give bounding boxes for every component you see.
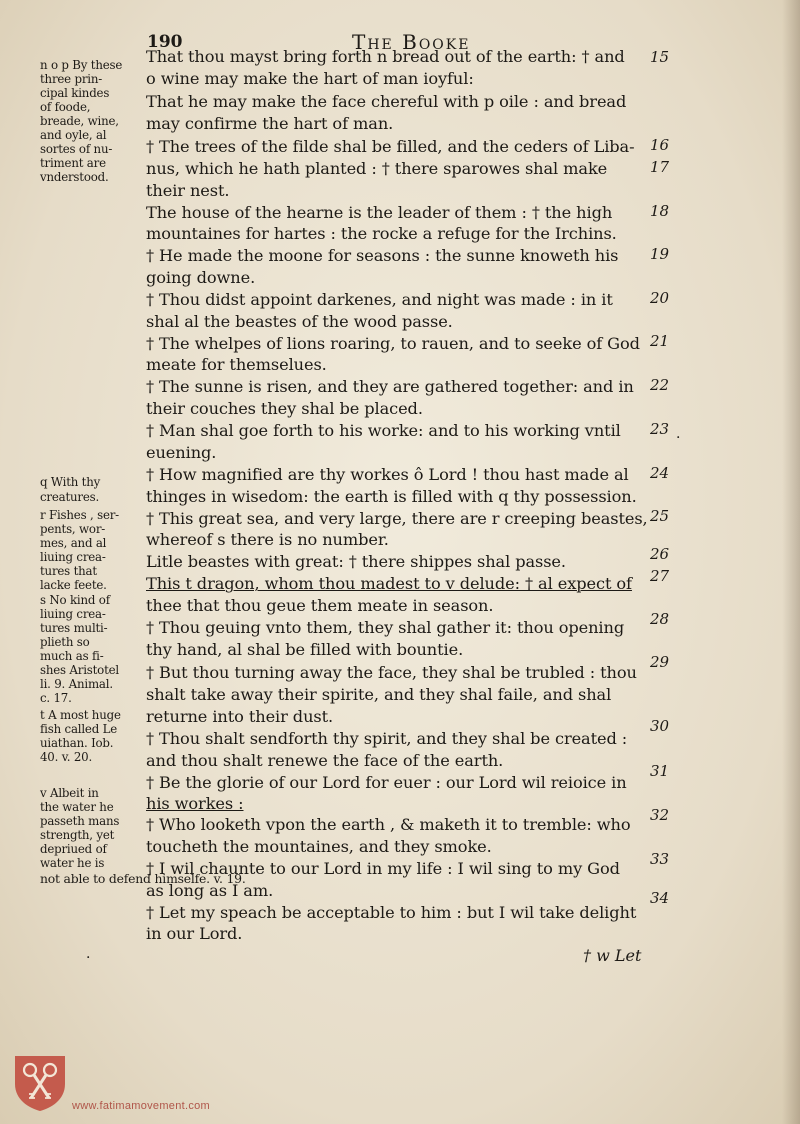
text-line: euening. [146,443,217,462]
margin-note: liuing crea- [40,607,106,621]
margin-note: s No kind of [40,593,110,607]
ink-dot: · [86,950,91,966]
verse-number: 29 [650,653,670,671]
verse-number: 23 [650,420,670,438]
verse-number: 17 [650,158,670,176]
margin-note: creatures. [40,490,100,504]
text-line: nus, which he hath planted : † there sparowes shal make [146,159,608,178]
verse-number: 20 [650,289,670,307]
website-watermark[interactable]: www.fatimamovement.com [72,1100,211,1112]
verse-number: 16 [650,136,670,154]
margin-note: cipal kindes [40,86,110,100]
text-line: † He made the moone for seasons : the sunne knoweth his [146,246,619,265]
verse-number: 19 [650,245,670,263]
text-line: shalt take away their spirite, and they shal faile, and shal [146,685,612,704]
text-line: whereof s there is no number. [146,530,389,549]
margin-note: sortes of nu- [40,142,113,156]
margin-note: 40. v. 20. [40,750,93,764]
margin-note: c. 17. [40,691,72,705]
text-line: in our Lord. [146,924,243,943]
margin-note: n o p By these [40,58,123,72]
verse-number: 25 [650,507,670,525]
text-line: Litle beastes with great: † there shippes shal passe. [146,552,566,571]
text-line: † Thou didst appoint darkenes, and night was made : in it [146,290,613,309]
margin-note: passeth mans [40,814,120,828]
text-line: toucheth the mountaines, and they smoke. [146,837,492,856]
text-line: returne into their dust. [146,707,334,726]
text-line: † I wil chaunte to our Lord in my life : I wil sing to my God [146,859,620,878]
margin-note: li. 9. Animal. [40,677,113,691]
verse-number: 28 [650,610,670,628]
verse-number: 26 [650,545,670,563]
text-line: † Thou geuing vnto them, they shal gather it: thou opening [146,618,625,637]
text-line: † Let my speach be acceptable to him : but I wil take delight [146,903,637,922]
text-line: † How magnified are thy workes ô Lord ! thou hast made al [146,465,629,484]
text-line: may confirme the hart of man. [146,114,394,133]
margin-note: water he is [40,856,105,870]
page-number: 190 [147,32,183,52]
margin-note: tures that [40,564,97,578]
text-line: † The sunne is risen, and they are gathered together: and in [146,377,634,396]
running-title: The Booke [352,30,471,54]
verse-number: 18 [650,202,670,220]
text-line: † Man shal goe forth to his worke: and to his working vntil [146,421,621,440]
margin-note: the water he [40,800,114,814]
text-line: mountaines for hartes : the rocke a refuge for the Irchins. [146,224,617,243]
verse-number: 21 [650,332,670,350]
text-line: † The trees of the filde shal be filled, and the ceders of Liba- [146,137,635,156]
text-line: † Thou shalt sendforth thy spirit, and they shal be created : [146,729,628,748]
text-line: † This great sea, and very large, there are r creeping beastes, [146,509,648,528]
text-line: † The whelpes of lions roaring, to rauen, and to seeke of God [146,334,640,353]
margin-note: vnderstood. [40,170,109,184]
verse-number: 31 [650,762,670,780]
margin-note: of foode, [40,100,91,114]
text-line: † But thou turning away the face, they shal be trubled : thou [146,663,637,682]
text-line: That he may make the face chereful with p oile : and bread [146,92,627,111]
catchword: † w Let [583,946,642,965]
margin-note: and oyle, al [40,128,107,142]
margin-note: q With thy [40,475,101,489]
margin-note: liuing crea- [40,550,106,564]
margin-note: r Fishes , ser- [40,508,119,522]
verse-number: 22 [650,376,670,394]
text-line: shal al the beastes of the wood passe. [146,312,453,331]
verse-number: 24 [650,464,670,482]
text-line: thinges in wisedom: the earth is filled with q thy possession. [146,487,637,506]
verse-number: 27 [650,567,670,585]
margin-note: strength, yet [40,828,115,842]
text-line: their nest. [146,181,230,200]
text-line: as long as I am. [146,881,274,900]
shield-logo-icon [13,1054,67,1112]
text-line-underlined: This t dragon, whom thou madest to v delude: † al expect of [146,574,632,593]
text-line: and thou shalt renewe the face of the earth. [146,751,504,770]
margin-note: plieth so [40,635,90,649]
margin-note: breade, wine, [40,114,119,128]
text-line: † Be the glorie of our Lord for euer : our Lord wil reioice in [146,773,627,792]
verse-number: 15 [650,48,670,66]
margin-note: t A most huge [40,708,121,722]
margin-note: shes Aristotel [40,663,119,677]
margin-note: pents, wor- [40,522,106,536]
margin-note: uiathan. Iob. [40,736,114,750]
margin-note: lacke feete. [40,578,107,592]
text-line: That thou mayst bring forth n bread out of the earth: † and [146,47,625,66]
text-line: † Who looketh vpon the earth , & maketh it to tremble: who [146,815,631,834]
verse-number: 33 [650,850,670,868]
text-line: thee that thou geue them meate in season. [146,596,494,615]
margin-note: not able to defend himselfe. v. 19. [40,871,246,886]
margin-note: much as fi- [40,649,104,663]
margin-note: three prin- [40,72,103,86]
margin-note: triment are [40,156,106,170]
text-line: going downe. [146,268,256,287]
text-line: thy hand, al shal be filled with bountie. [146,640,464,659]
margin-note: v Albeit in [40,786,99,800]
text-line-underlined: his workes : [146,794,244,813]
text-line: meate for themselues. [146,355,327,374]
margin-note: depriued of [40,842,107,856]
margin-note: tures multi- [40,621,108,635]
verse-number: 34 [650,889,670,907]
text-line: o wine may make the hart of man ioyful: [146,69,474,88]
margin-note: fish called Le [40,722,118,736]
text-line: The house of the hearne is the leader of them : † the high [146,203,613,222]
verse-number: 32 [650,806,670,824]
text-line: their couches they shal be placed. [146,399,423,418]
page-edge-shadow [782,0,800,1124]
margin-note: mes, and al [40,536,107,550]
ink-dot: · [676,430,681,446]
verse-number: 30 [650,717,670,735]
